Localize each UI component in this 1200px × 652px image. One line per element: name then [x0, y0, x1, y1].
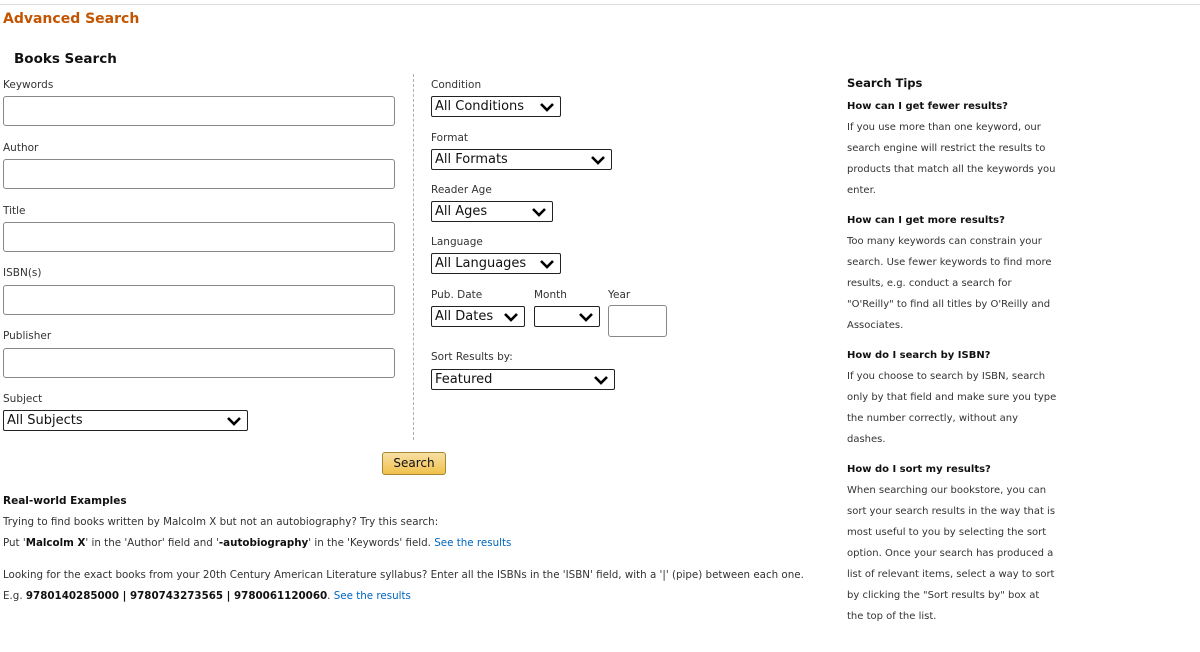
search-tips-title: Search Tips	[847, 76, 923, 90]
condition-select[interactable]	[431, 96, 561, 117]
keywords-input[interactable]	[3, 96, 395, 126]
reader-age-select[interactable]	[431, 201, 553, 222]
condition-select-value: All Conditions	[435, 99, 525, 114]
page-title: Advanced Search	[3, 11, 140, 27]
example-text: .	[327, 590, 331, 602]
chevron-down-icon	[593, 374, 609, 386]
tip-isbn	[847, 345, 1057, 450]
pub-date-select-value: All Dates	[435, 309, 494, 324]
keywords-label: Keywords	[3, 79, 54, 91]
pub-date-label: Pub. Date	[431, 289, 483, 301]
month-select[interactable]	[534, 306, 600, 327]
year-input[interactable]	[608, 305, 667, 337]
language-select-value: All Languages	[435, 256, 527, 271]
language-select[interactable]	[431, 253, 561, 274]
format-label: Format	[431, 132, 469, 144]
tip-more-results	[847, 210, 1057, 336]
tip-question: How do I search by ISBN?	[847, 350, 991, 361]
publisher-label: Publisher	[3, 330, 52, 342]
search-tips	[847, 76, 1057, 636]
sort-label: Sort Results by:	[431, 351, 513, 363]
subject-select-value: All Subjects	[7, 413, 83, 428]
chevron-down-icon	[531, 206, 547, 218]
language-label: Language	[431, 236, 483, 248]
chevron-down-icon	[539, 258, 555, 270]
condition-label: Condition	[431, 79, 482, 91]
tip-answer: Too many keywords can constrain your search. Use fewer keywords to find more results, e.g. conduct a search for "O'Reilly" to find all titles by O'Reilly and Associates.	[847, 236, 1052, 331]
chevron-down-icon	[590, 154, 606, 166]
year-label: Year	[608, 289, 631, 301]
tip-answer: When searching our bookstore, you can sort your search results in the way that is most useful to you by selecting the sort option. Once your search has produced a list of relevant items, select a way to sort by clicking the "Sort results by" box at the top of the list.	[847, 485, 1056, 622]
chevron-down-icon	[226, 415, 242, 427]
tip-sort	[847, 459, 1057, 627]
search-button[interactable]: Search	[382, 452, 446, 475]
reader-age-label: Reader Age	[431, 184, 492, 196]
reader-age-select-value: All Ages	[435, 204, 488, 219]
example-isbns: 9780140285000 | 9780743273565 | 9780061120060	[25, 590, 328, 602]
tip-fewer-results	[847, 96, 1057, 201]
example-text: Put '	[3, 537, 26, 549]
tip-question: How do I sort my results?	[847, 464, 991, 475]
example-line-2	[3, 537, 511, 549]
column-divider	[413, 74, 414, 440]
example-text: ' in the 'Keywords' field.	[308, 537, 431, 549]
sort-select-value: Featured	[435, 372, 493, 387]
tip-answer: If you use more than one keyword, our search engine will restrict the results to products that match all the keywords you enter.	[847, 122, 1056, 196]
format-select[interactable]	[431, 149, 612, 170]
author-input[interactable]	[3, 159, 395, 189]
subject-select[interactable]	[3, 410, 248, 431]
publisher-input[interactable]	[3, 348, 395, 378]
chevron-down-icon	[503, 311, 519, 323]
example-keyword-term: -autobiography	[218, 537, 309, 549]
subject-label: Subject	[3, 393, 43, 405]
example-text: ' in the 'Author' field and '	[85, 537, 219, 549]
example-text: E.g.	[3, 590, 26, 602]
tip-question: How can I get fewer results?	[847, 101, 1008, 112]
tip-question: How can I get more results?	[847, 215, 1005, 226]
chevron-down-icon	[539, 101, 555, 113]
examples-title: Real-world Examples	[3, 495, 127, 507]
title-input[interactable]	[3, 222, 395, 252]
see-results-link-2[interactable]: See the results	[333, 590, 411, 602]
pub-date-select[interactable]	[431, 306, 525, 327]
example-line-4	[3, 590, 411, 602]
see-results-link-1[interactable]: See the results	[434, 537, 512, 549]
format-select-value: All Formats	[435, 152, 508, 167]
example-line-1: Trying to find books written by Malcolm X but not an autobiography? Try this search:	[3, 516, 439, 528]
example-author-term: Malcolm X	[25, 537, 86, 549]
top-divider	[0, 4, 1200, 5]
tip-answer: If you choose to search by ISBN, search only by that field and make sure you type the number correctly, without any dashes.	[847, 371, 1057, 445]
month-label: Month	[534, 289, 567, 301]
title-label: Title	[3, 205, 26, 217]
section-title: Books Search	[14, 51, 117, 67]
author-label: Author	[3, 142, 39, 154]
isbn-label: ISBN(s)	[3, 267, 42, 279]
chevron-down-icon	[578, 311, 594, 323]
example-line-3: Looking for the exact books from your 20th Century American Literature syllabus? Enter all the ISBNs in the 'ISBN' field, with a '|' (pipe) between each one.	[3, 569, 804, 581]
sort-select[interactable]	[431, 369, 615, 390]
isbn-input[interactable]	[3, 285, 395, 315]
